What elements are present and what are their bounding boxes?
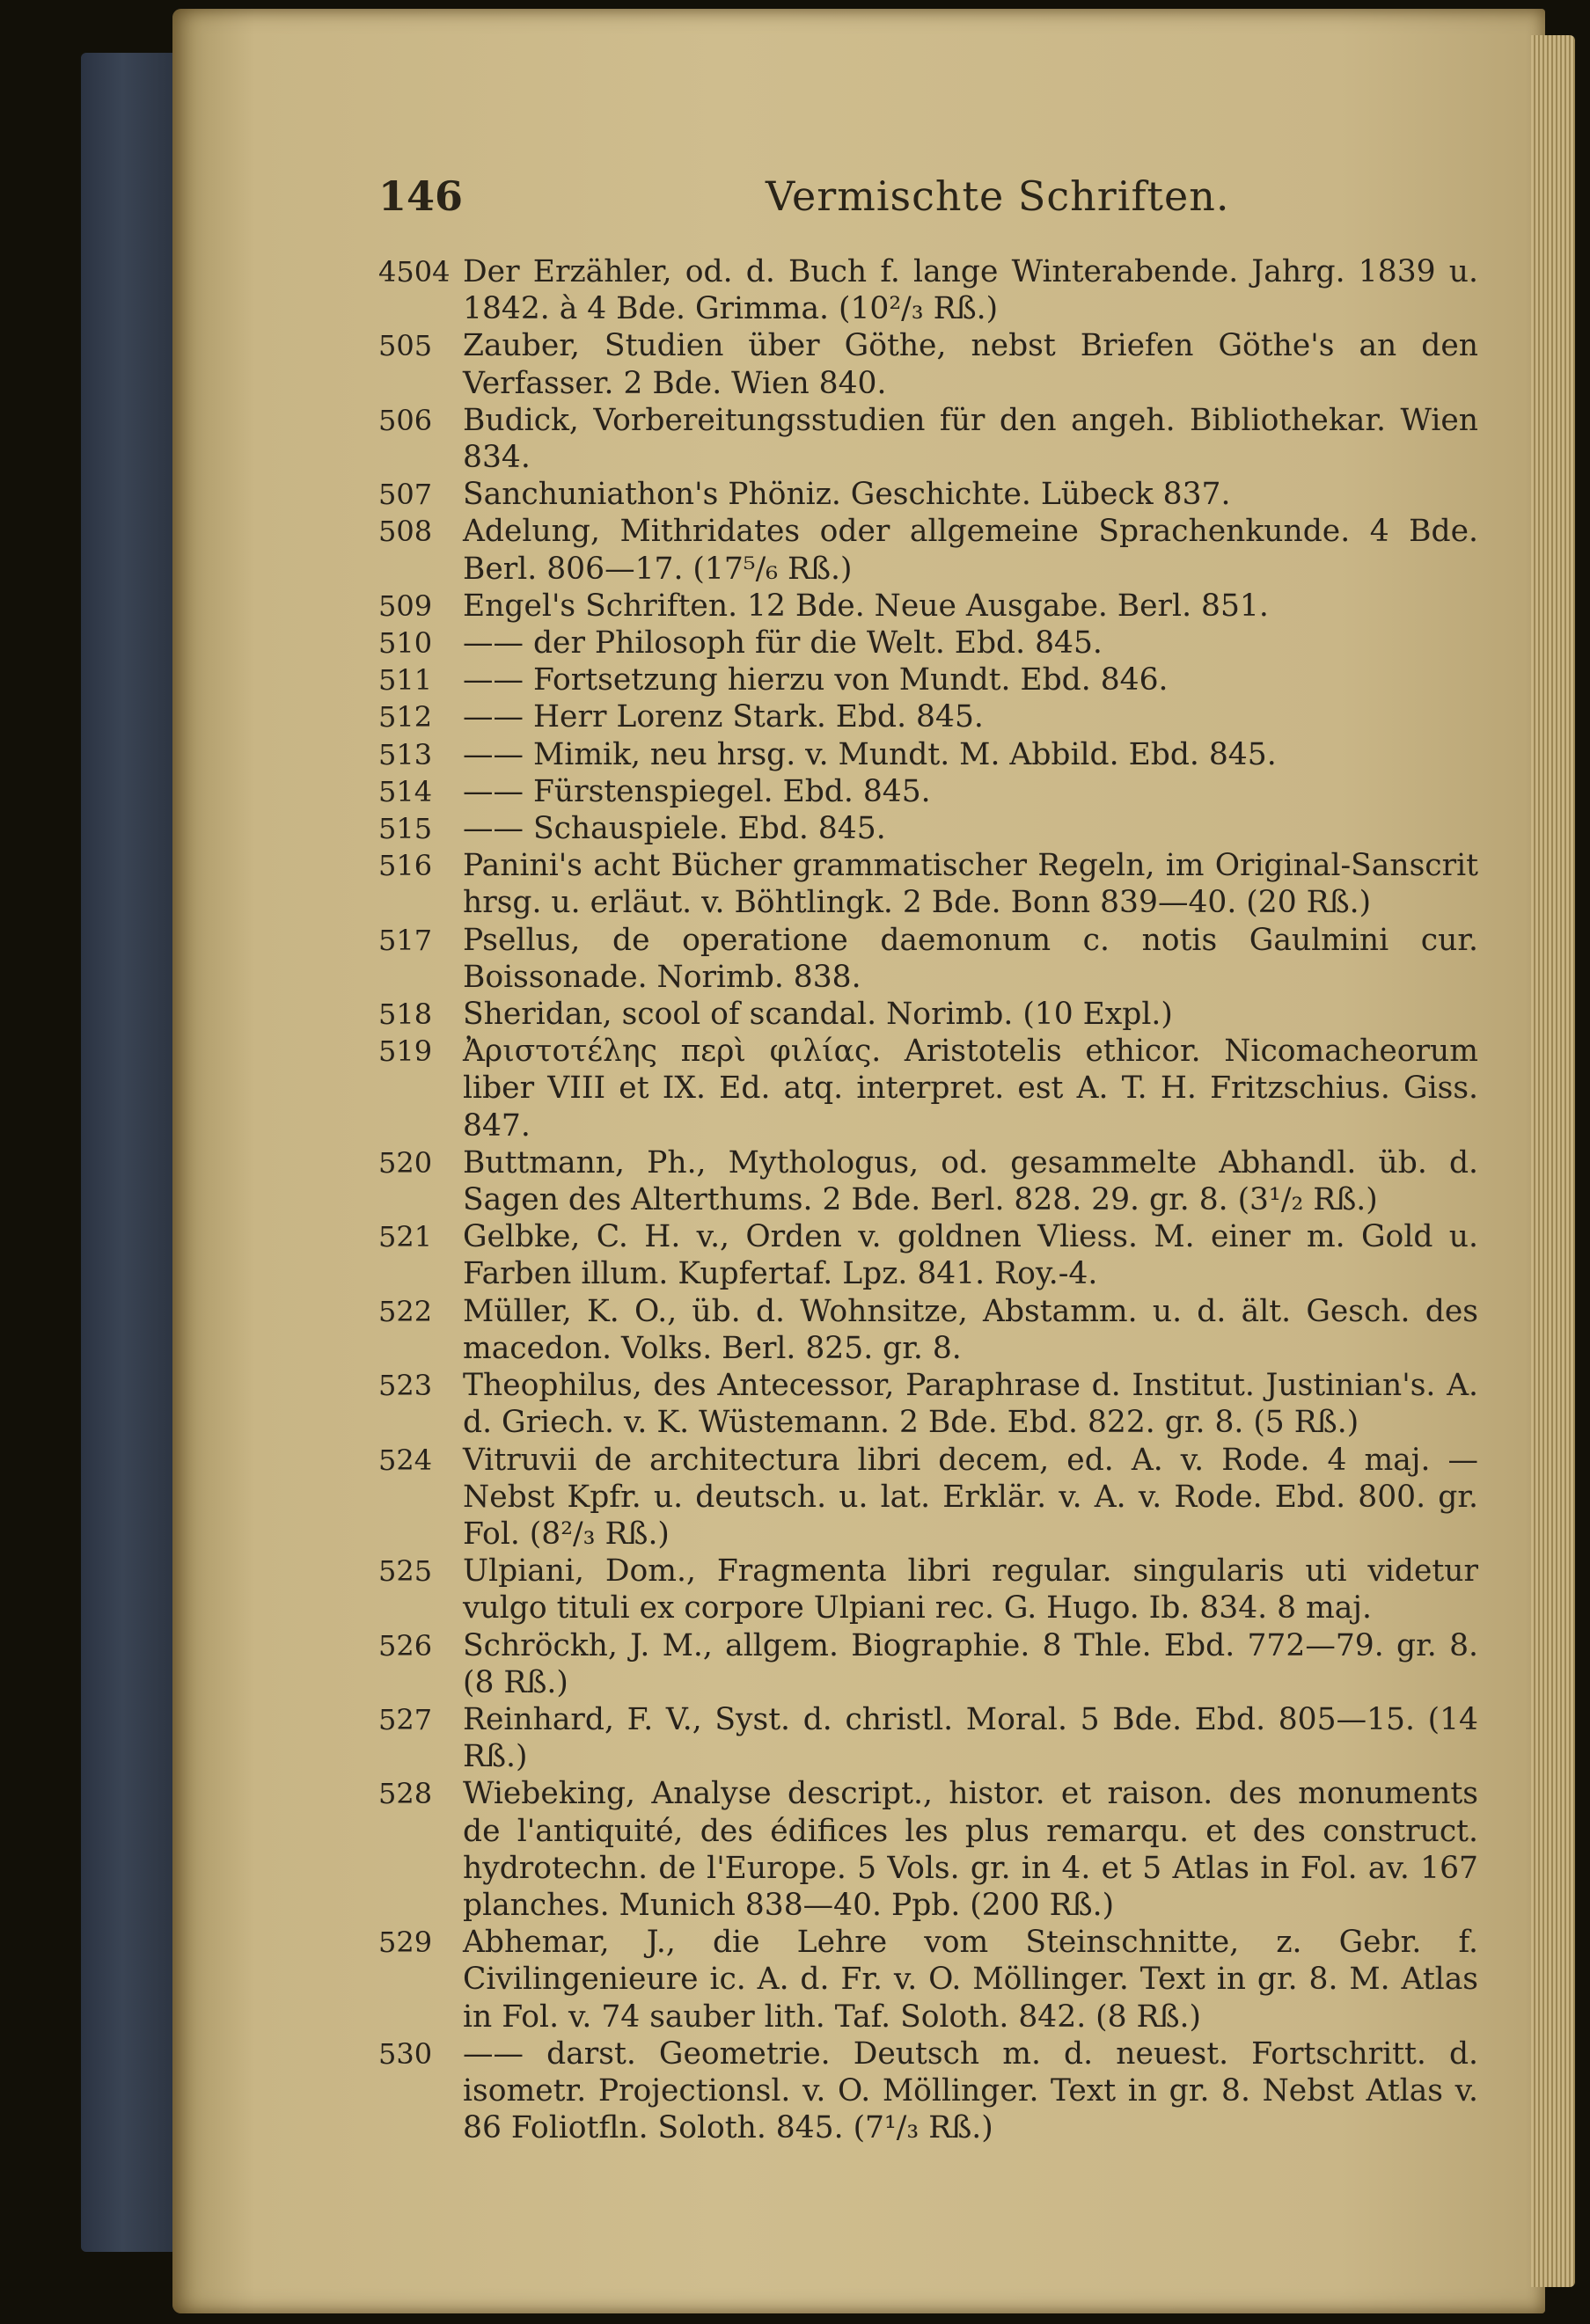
catalog-entry <box>378 1033 1478 1144</box>
catalog-entry <box>378 1627 1478 1701</box>
entry-number: 527 <box>378 1702 433 1736</box>
entry-text: Gelbke, C. H. v., Orden v. goldnen Vliess. M. einer m. Gold u. Farben illum. Kupfertaf. Lpz. 841. Roy.-4. <box>463 1219 1478 1292</box>
entry-number: 512 <box>378 700 433 734</box>
entry-number: 506 <box>378 403 433 437</box>
entry-number: 522 <box>378 1294 433 1328</box>
catalog-entry <box>378 476 1478 513</box>
catalog-entry <box>378 810 1478 847</box>
entry-text: Engel's Schriften. 12 Bde. Neue Ausgabe. Berl. 851. <box>463 588 1269 624</box>
entry-number: 505 <box>378 329 433 363</box>
catalog-entry <box>378 847 1478 921</box>
entry-number: 528 <box>378 1777 433 1811</box>
catalog-entry <box>378 996 1478 1033</box>
catalog-entry <box>378 1218 1478 1292</box>
catalog-entry <box>378 402 1478 476</box>
entry-text: Müller, K. O., üb. d. Wohnsitze, Abstamm. u. d. ält. Gesch. des macedon. Volks. Berl. 825. gr. 8. <box>463 1293 1478 1366</box>
entry-text: Sanchuniathon's Phöniz. Geschichte. Lübeck 837. <box>463 477 1231 513</box>
entry-number: 530 <box>378 2036 433 2071</box>
catalog-entry <box>378 1367 1478 1441</box>
entry-text: Der Erzähler, od. d. Buch f. lange Winterabende. Jahrg. 1839 u. 1842. à 4 Bde. Grimma. (10²/₃ Rß.) <box>463 254 1478 327</box>
entry-text: Wiebeking, Analyse descript., histor. et raison. des monuments de l'antiquité, des édifices les plus remarqu. et des construct. hydrotechn. de l'Europe. 5 Vols. gr. in 4. et 5 Atlas in Fol. av. 167 planches. Munich 838—40. Ppb. (200 Rß.) <box>463 1776 1478 1923</box>
catalog-entry <box>378 327 1478 401</box>
entry-number: 516 <box>378 849 433 883</box>
catalog-entry <box>378 1293 1478 1367</box>
entry-text: —— der Philosoph für die Welt. Ebd. 845. <box>463 625 1103 661</box>
entry-text: Buttmann, Ph., Mythologus, od. gesammelte Abhandl. üb. d. Sagen des Alterthums. 2 Bde. Berl. 828. 29. gr. 8. (3¹/₂ Rß.) <box>463 1144 1478 1218</box>
entry-number: 517 <box>378 923 433 957</box>
entry-number: 529 <box>378 1926 433 1960</box>
entry-number: 509 <box>378 588 433 623</box>
running-title: Vermischte Schriften. <box>766 172 1230 220</box>
entry-text: —— Mimik, neu hrsg. v. Mundt. M. Abbild. Ebd. 845. <box>463 736 1277 772</box>
entry-text: Ulpiani, Dom., Fragmenta libri regular. singularis uti videtur vulgo tituli ex corpore Ulpiani rec. G. Hugo. Ib. 834. 8 maj. <box>463 1553 1478 1626</box>
page-number: 146 <box>378 172 464 220</box>
entry-number: 513 <box>378 737 433 771</box>
catalog-entry <box>378 922 1478 996</box>
catalog-entry <box>378 253 1478 327</box>
entry-text: Zauber, Studien über Göthe, nebst Briefen Göthe's an den Verfasser. 2 Bde. Wien 840. <box>463 328 1478 401</box>
entry-number: 526 <box>378 1628 433 1663</box>
entry-number: 519 <box>378 1034 433 1069</box>
entry-text: —— Fortsetzung hierzu von Mundt. Ebd. 846. <box>463 662 1169 698</box>
entry-text: Sheridan, scool of scandal. Norimb. (10 Expl.) <box>463 997 1173 1033</box>
catalog-entry <box>378 736 1478 773</box>
entry-text: Budick, Vorbereitungsstudien für den angeh. Bibliothekar. Wien 834. <box>463 402 1478 476</box>
book-spine <box>81 53 185 2252</box>
entry-number: 520 <box>378 1145 433 1180</box>
entry-number: 515 <box>378 812 433 846</box>
entry-number: 518 <box>378 998 433 1032</box>
entry-number: 525 <box>378 1554 433 1589</box>
entry-text: Adelung, Mithridates oder allgemeine Sprachenkunde. 4 Bde. Berl. 806—17. (17⁵/₆ Rß.) <box>463 514 1478 587</box>
entry-number: 4504 <box>378 255 451 289</box>
catalog-entries <box>378 253 1478 2146</box>
catalog-entry <box>378 1775 1478 1924</box>
catalog-entry <box>378 1144 1478 1218</box>
entry-number: 523 <box>378 1369 433 1403</box>
catalog-entry <box>378 1442 1478 1553</box>
page-edges <box>1531 35 1575 2287</box>
entry-text: —— Schauspiele. Ebd. 845. <box>463 811 886 847</box>
entry-text: Abhemar, J., die Lehre vom Steinschnitte, z. Gebr. f. Civilingenieure ic. A. d. Fr. v. O. Möllinger. Text in gr. 8. M. Atlas in Fol. v. 74 sauber lith. Taf. Soloth. 842. (8 Rß.) <box>463 1925 1478 2035</box>
entry-text: Reinhard, F. V., Syst. d. christl. Moral. 5 Bde. Ebd. 805—15. (14 Rß.) <box>463 1701 1478 1775</box>
entry-text: —— Herr Lorenz Stark. Ebd. 845. <box>463 699 984 735</box>
catalog-entry <box>378 661 1478 698</box>
catalog-entry <box>378 588 1478 625</box>
catalog-entry <box>378 698 1478 735</box>
entry-number: 524 <box>378 1443 433 1477</box>
entry-text: Vitruvii de architectura libri decem, ed. A. v. Rode. 4 maj. — Nebst Kpfr. u. deutsch. u. lat. Erklär. v. A. v. Rode. Ebd. 800. gr. Fol. (8²/₃ Rß.) <box>463 1442 1478 1552</box>
entry-number: 510 <box>378 626 433 661</box>
catalog-entry <box>378 513 1478 587</box>
catalog-entry <box>378 625 1478 661</box>
entry-text: Psellus, de operatione daemonum c. notis Gaulmini cur. Boissonade. Norimb. 838. <box>463 922 1478 995</box>
catalog-entry <box>378 1924 1478 2035</box>
catalog-entry <box>378 773 1478 810</box>
catalog-entry <box>378 1553 1478 1626</box>
entry-text: Panini's acht Bücher grammatischer Regeln, im Original-Sanscrit hrsg. u. erläut. v. Böhtlingk. 2 Bde. Bonn 839—40. (20 Rß.) <box>463 848 1478 921</box>
entry-number: 514 <box>378 774 433 808</box>
entry-text: Ἀριστοτέλης περὶ φιλίας. Aristotelis ethicor. Nicomacheorum liber VIII et IX. Ed. atq. interpret. est A. T. H. Fritzschius. Giss. 847. <box>463 1034 1478 1144</box>
entry-text: Theophilus, des Antecessor, Paraphrase d. Institut. Justinian's. A. d. Griech. v. K. Wüstemann. 2 Bde. Ebd. 822. gr. 8. (5 Rß.) <box>463 1368 1478 1441</box>
catalog-entry <box>378 1701 1478 1775</box>
catalog-entry <box>378 2035 1478 2147</box>
entry-text: Schröckh, J. M., allgem. Biographie. 8 Thle. Ebd. 772—79. gr. 8. (8 Rß.) <box>463 1627 1478 1700</box>
entry-number: 508 <box>378 515 433 549</box>
entry-text: —— darst. Geometrie. Deutsch m. d. neuest. Fortschritt. d. isometr. Projectionsl. v. O. Möllinger. Text in gr. 8. Nebst Atlas v. 86 Foliotfln. Soloth. 845. (7¹/₃ Rß.) <box>463 2035 1478 2146</box>
entry-text: —— Fürstenspiegel. Ebd. 845. <box>463 773 931 809</box>
entry-number: 521 <box>378 1220 433 1254</box>
entry-number: 507 <box>378 478 433 512</box>
page-header <box>378 172 1487 225</box>
entry-number: 511 <box>378 663 433 698</box>
